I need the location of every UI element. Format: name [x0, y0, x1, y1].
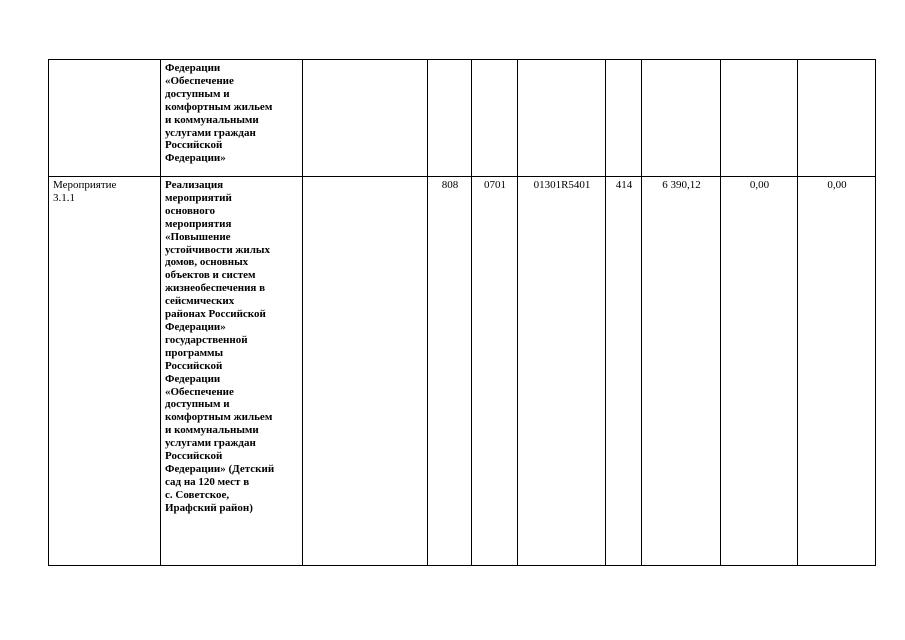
cell-year2 — [721, 177, 798, 566]
row-name: Реализация мероприятий основного мероприятия «Повышение устойчивости жилых домов, основных объектов и систем жизнеобеспечения в сейсмических районах Российской Федерации» государственной программы Российской Федерации «Обеспечение доступным и комфортным жильем и коммунальными услугами граждан Российской Федерации» (Детский сад на 120 мест в с. Советское, Ирафский район) — [165, 179, 275, 514]
cell-code — [49, 177, 161, 566]
cell-rzpr — [472, 60, 518, 177]
table-row — [49, 60, 876, 177]
row-code: Мероприятие 3.1.1 — [53, 179, 117, 204]
cell-year1 — [642, 177, 721, 566]
row-grbs: 808 — [441, 179, 459, 191]
row-year3: 0,00 — [827, 179, 847, 191]
cell-csr — [518, 60, 606, 177]
cell-responsible — [303, 60, 428, 177]
row-vr: 414 — [615, 179, 633, 191]
cell-name — [161, 60, 303, 177]
cell-year3 — [798, 60, 876, 177]
row-name: Федерации «Обеспечение доступным и комфортным жильем и коммунальными услугами граждан Российской Федерации» — [165, 62, 273, 165]
cell-responsible — [303, 177, 428, 566]
table-row — [49, 177, 876, 566]
cell-code — [49, 60, 161, 177]
cell-name — [161, 177, 303, 566]
cell-vr — [606, 177, 642, 566]
cell-year2 — [721, 60, 798, 177]
cell-grbs — [428, 177, 472, 566]
cell-year1 — [642, 60, 721, 177]
cell-vr — [606, 60, 642, 177]
cell-grbs — [428, 60, 472, 177]
row-csr: 01301R5401 — [533, 179, 591, 191]
row-year1: 6 390,12 — [662, 179, 701, 191]
cell-year3 — [798, 177, 876, 566]
row-rzpr: 0701 — [484, 179, 506, 191]
cell-rzpr — [472, 177, 518, 566]
row-year2: 0,00 — [749, 179, 770, 191]
budget-table — [48, 59, 876, 566]
cell-csr — [518, 177, 606, 566]
